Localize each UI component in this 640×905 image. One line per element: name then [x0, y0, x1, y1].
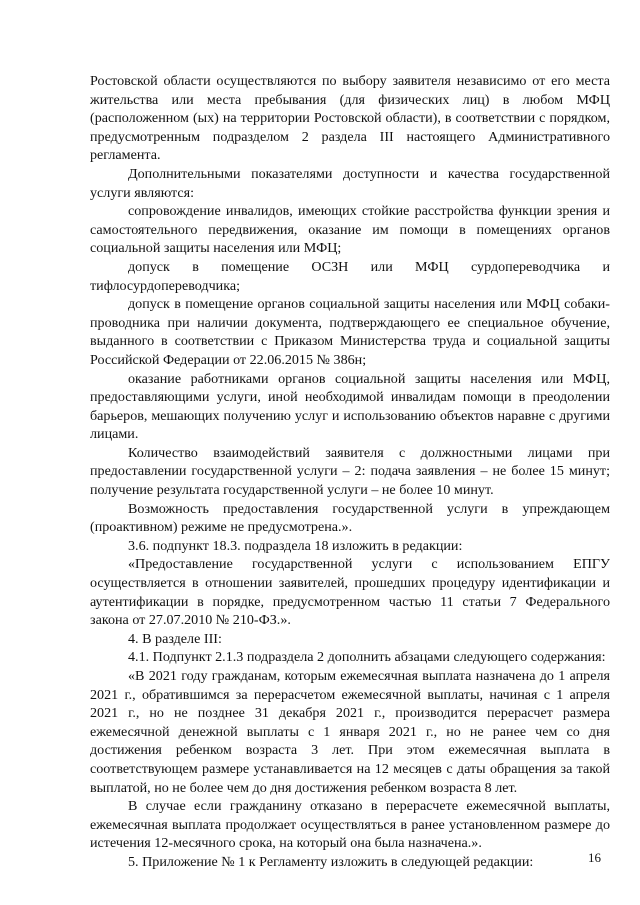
paragraph: 4.1. Подпункт 2.1.3 подраздела 2 дополнить абзацами следующего содержания: [128, 649, 606, 666]
paragraph: 3.6. подпункт 18.3. подраздела 18 изложить в редакции: [128, 537, 463, 554]
paragraph: Количество взаимодействий заявителя с должностными лицами при предоставлении государственной услуги – 2: подача заявления – не более 15 минут; получение результата государственной услуги – не более 10 минут. [90, 444, 610, 499]
paragraph: «Предоставление государственной услуги с использованием ЕПГУ осуществляется в отношении заявителей, прошедших процедуру идентификации и аутентификации в порядке, предусмотренном частью 11 статьи 7 Федерального закона от 27.07.2010 № 210-ФЗ.». [90, 556, 610, 629]
paragraph: оказание работниками органов социальной защиты населения или МФЦ, предоставляющими услуги, иной необходимой инвалидам помощи в преодолении барьеров, мешающих получению услуг и использованию объектов наравне с другими лицами. [90, 370, 610, 443]
paragraph: допуск в помещение органов социальной защиты населения или МФЦ собаки-проводника при наличии документа, подтверждающего ее специальное обучение, выданного в соответствии с Приказом Министерства труда и социальной защиты Российской Федерации от 22.06.2015 № 386н; [90, 296, 610, 368]
paragraph: Возможность предоставления государственной услуги в упреждающем (проактивном) режиме не предусмотрена.». [90, 500, 610, 536]
paragraph: допуск в помещение ОСЗН или МФЦ сурдопереводчика и тифлосурдопереводчика; [90, 258, 610, 294]
body-text [90, 72, 610, 872]
paragraph: 5. Приложение № 1 к Регламенту изложить в следующей редакции: [128, 853, 534, 870]
page-number: 16 [588, 850, 601, 865]
paragraph: «В 2021 году гражданам, которым ежемесячная выплата назначена до 1 апреля 2021 г., обратившимся за перерасчетом ежемесячной выплаты, начиная с 1 апреля 2021 г., но не позднее 31 декабря 2021 г., производится перерасчет размера ежемесячной денежной выплаты с 1 января 2021 г., но не ранее чем со дня достижения ребенком возраста 3 лет. При этом ежемесячная выплата в соответствующем размере устанавливается на 12 месяцев с даты обращения за такой выплатой, но не более чем до дня достижения ребенком возраста 8 лет. [90, 668, 610, 796]
paragraph: Дополнительными показателями доступности и качества государственной услуги являются: [90, 165, 610, 201]
paragraph: сопровождение инвалидов, имеющих стойкие расстройства функции зрения и самостоятельного передвижения, оказание им помощи в помещениях органов социальной защиты населения или МФЦ; [90, 203, 610, 257]
paragraph: В случае если гражданину отказано в перерасчете ежемесячной выплаты, ежемесячная выплата продолжает осуществляться в ранее установленном размере до истечения 12-месячного срока, на который она была назначена.». [90, 798, 610, 852]
paragraph: 4. В разделе III: [128, 630, 222, 647]
paragraph: Ростовской области осуществляются по выбору заявителя независимо от его места жительства или места пребывания (для физических лиц) в любом МФЦ (расположенном (ых) на территории Ростовской области), в соответствии с порядком, предусмотренным подразделом 2 раздела III настоящего Административного регламента. [90, 73, 610, 164]
